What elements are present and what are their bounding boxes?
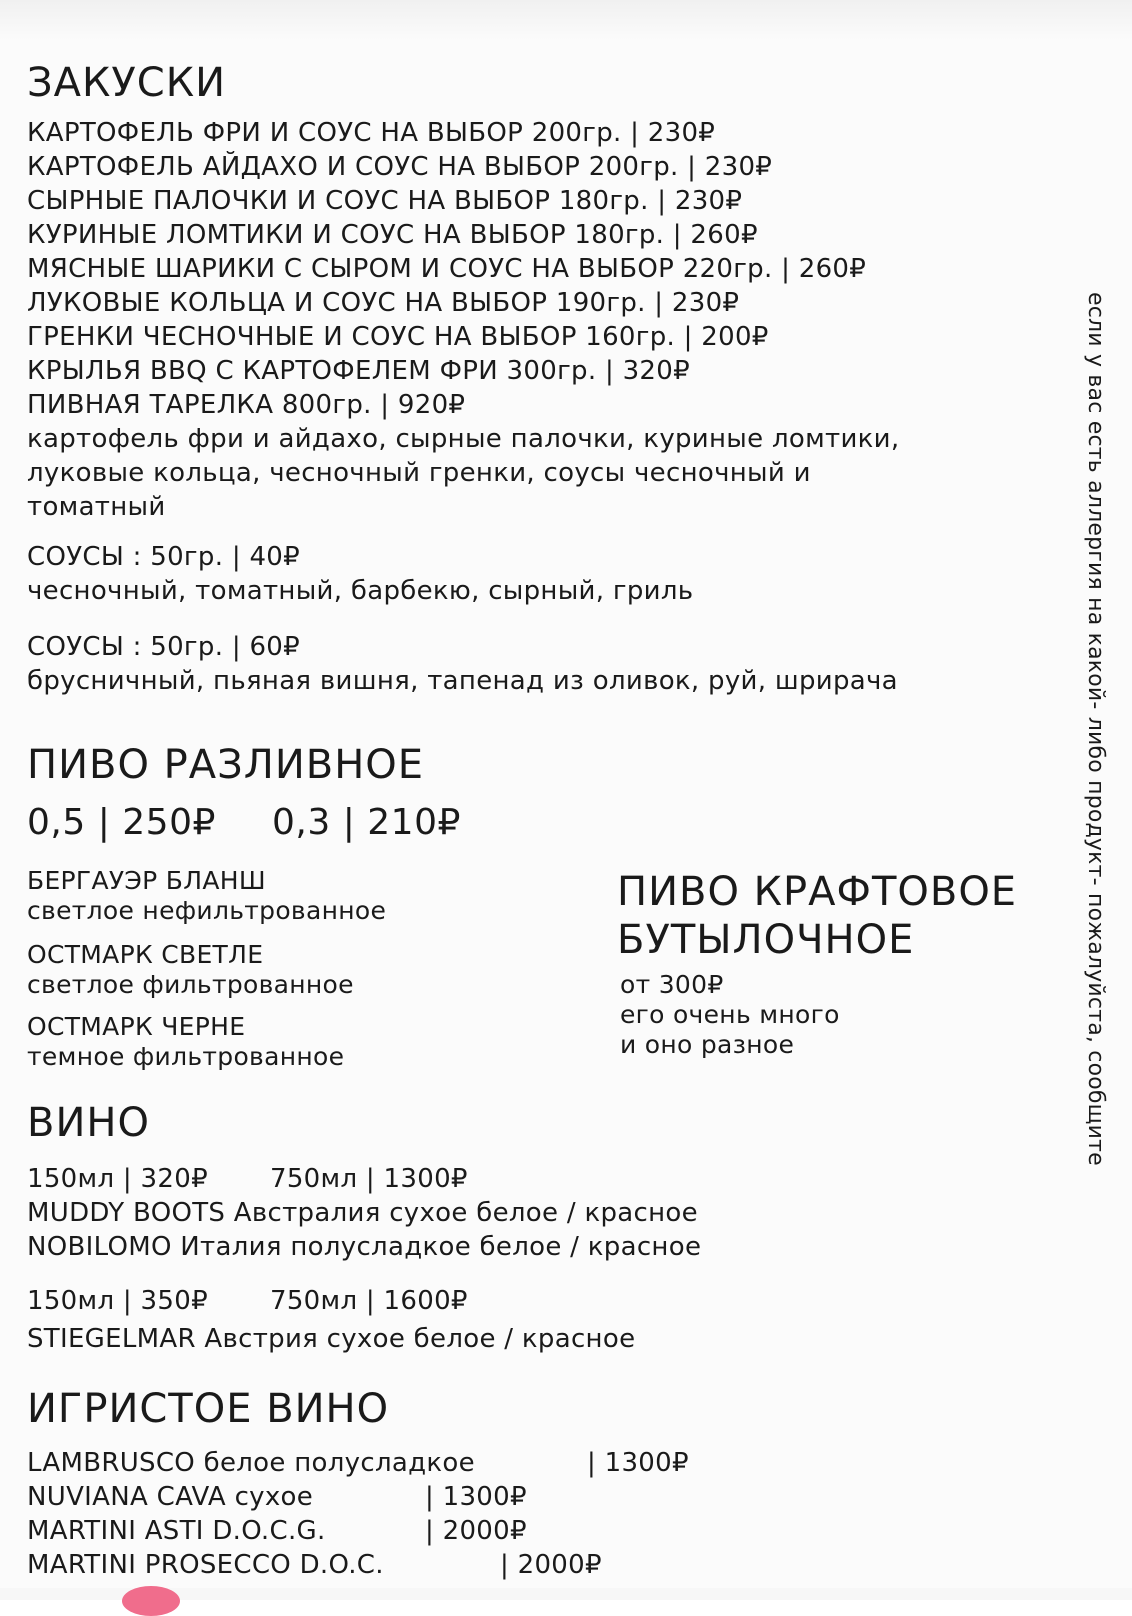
snacks-title: ЗАКУСКИ bbox=[27, 60, 227, 106]
wine-group1-price-750: 750мл | 1300₽ bbox=[270, 1164, 468, 1194]
craft-beer-title bbox=[617, 868, 1017, 964]
sparkling-item-price: | 1300₽ bbox=[425, 1482, 527, 1512]
sauce-list: чесночный, томатный, барбекю, сырный, гриль bbox=[27, 576, 694, 606]
list-item: MUDDY BOOTS Австралия сухое белое / красное bbox=[27, 1198, 698, 1228]
beer-name: ОСТМАРК ЧЕРНЕ bbox=[27, 1012, 246, 1041]
sparkling-item-price: | 2000₽ bbox=[425, 1516, 527, 1546]
draft-beer-item bbox=[27, 866, 386, 926]
list-item: КАРТОФЕЛЬ АЙДАХО И СОУС НА ВЫБОР 200гр. | 230₽ bbox=[27, 152, 773, 182]
sparkling-item-price: | 1300₽ bbox=[587, 1448, 689, 1478]
list-item: ПИВНАЯ ТАРЕЛКА 800гр. | 920₽ bbox=[27, 390, 466, 420]
list-item: NOBILOMO Италия полусладкое белое / красное bbox=[27, 1232, 702, 1262]
sauce-group-2 bbox=[27, 630, 898, 698]
draft-beer-item bbox=[27, 1012, 344, 1072]
draft-beer-title: ПИВО РАЗЛИВНОЕ bbox=[27, 742, 425, 788]
craft-beer-info bbox=[620, 970, 840, 1060]
craft-beer-price: от 300₽ bbox=[620, 970, 724, 999]
beer-desc: темное фильтрованное bbox=[27, 1042, 345, 1071]
beer-name: ОСТМАРК СВЕТЛЕ bbox=[27, 940, 264, 969]
sparkling-item-price: | 2000₽ bbox=[500, 1550, 602, 1580]
list-item: КРЫЛЬЯ BBQ С КАРТОФЕЛЕМ ФРИ 300гр. | 320₽ bbox=[27, 356, 690, 386]
snacks-list bbox=[27, 116, 899, 524]
craft-beer-desc: его очень много bbox=[620, 1000, 840, 1029]
craft-beer-title-line: ПИВО КРАФТОВОЕ bbox=[617, 869, 1018, 915]
touch-indicator-dot bbox=[122, 1586, 180, 1616]
list-item: ГРЕНКИ ЧЕСНОЧНЫЕ И СОУС НА ВЫБОР 160гр. | 200₽ bbox=[27, 322, 769, 352]
sparkling-title: ИГРИСТОЕ ВИНО bbox=[27, 1386, 390, 1432]
sauce-list: брусничный, пьяная вишня, тапенад из оливок, руй, шрирача bbox=[27, 666, 898, 696]
beer-desc: светлое нефильтрованное bbox=[27, 896, 387, 925]
wine-title: ВИНО bbox=[27, 1100, 150, 1146]
draft-beer-price-03: 0,3 | 210₽ bbox=[272, 802, 461, 843]
list-item: КАРТОФЕЛЬ ФРИ И СОУС НА ВЫБОР 200гр. | 230₽ bbox=[27, 118, 716, 148]
list-item: МЯСНЫЕ ШАРИКИ С СЫРОМ И СОУС НА ВЫБОР 220гр. | 260₽ bbox=[27, 254, 867, 284]
sparkling-item-name: MARTINI PROSECCO D.O.C. bbox=[27, 1550, 384, 1580]
list-item: ЛУКОВЫЕ КОЛЬЦА И СОУС НА ВЫБОР 190гр. | 230₽ bbox=[27, 288, 740, 318]
top-shadow bbox=[0, 0, 1132, 40]
platter-description bbox=[27, 422, 899, 524]
beer-desc: светлое фильтрованное bbox=[27, 970, 354, 999]
wine-group2-item: STIEGELMAR Австрия сухое белое / красное bbox=[27, 1324, 636, 1354]
beer-name: БЕРГАУЭР БЛАНШ bbox=[27, 866, 266, 895]
wine-group2-price-150: 150мл | 350₽ bbox=[27, 1286, 208, 1316]
sparkling-item-name: MARTINI ASTI D.O.C.G. bbox=[27, 1516, 326, 1546]
description-line: картофель фри и айдахо, сырные палочки, куриные ломтики, bbox=[27, 424, 900, 454]
sparkling-item-name: NUVIANA CAVA сухое bbox=[27, 1482, 314, 1512]
wine-group1-price-150: 150мл | 320₽ bbox=[27, 1164, 208, 1194]
list-item: КУРИНЫЕ ЛОМТИКИ И СОУС НА ВЫБОР 180гр. | 260₽ bbox=[27, 220, 758, 250]
allergy-note: если у вас есть аллергия на какой- либо продукт- пожалуйста, сообщите bbox=[1083, 292, 1108, 1166]
wine-group1-list bbox=[27, 1196, 701, 1264]
draft-beer-price-05: 0,5 | 250₽ bbox=[27, 802, 216, 843]
craft-beer-desc: и оно разное bbox=[620, 1030, 795, 1059]
description-line: луковые кольца, чесночный гренки, соусы чесночный и bbox=[27, 458, 811, 488]
craft-beer-title-line: БУТЫЛОЧНОЕ bbox=[617, 917, 915, 963]
sauce-title: СОУСЫ : 50гр. | 40₽ bbox=[27, 542, 300, 572]
sparkling-item-name: LAMBRUSCO белое полусладкое bbox=[27, 1448, 475, 1478]
description-line: томатный bbox=[27, 492, 166, 522]
sauce-group-1 bbox=[27, 540, 693, 608]
list-item: СЫРНЫЕ ПАЛОЧКИ И СОУС НА ВЫБОР 180гр. | 230₽ bbox=[27, 186, 743, 216]
sauce-title: СОУСЫ : 50гр. | 60₽ bbox=[27, 632, 300, 662]
draft-beer-item bbox=[27, 940, 354, 1000]
wine-group2-price-750: 750мл | 1600₽ bbox=[270, 1286, 468, 1316]
